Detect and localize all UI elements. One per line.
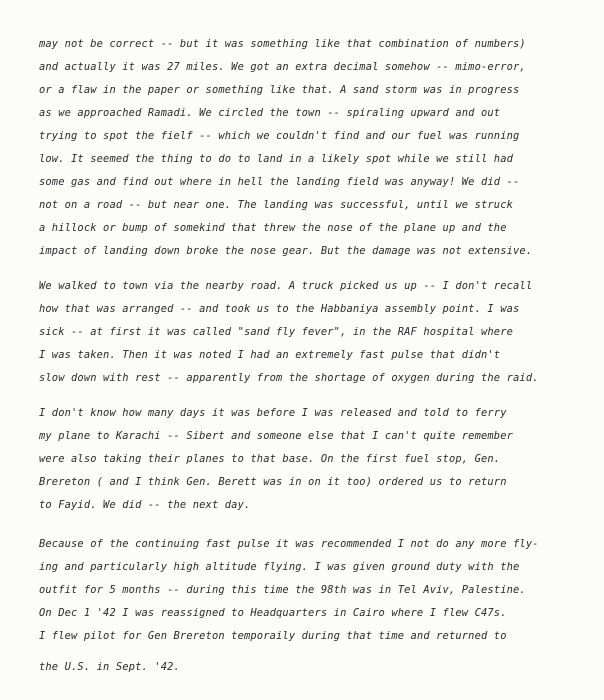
text-line: I was taken. Then it was noted I had an extremely fast pulse that didn't [39, 349, 501, 361]
text-line: Because of the continuing fast pulse it was recommended I not do any more fly- [39, 538, 539, 550]
text-line: some gas and find out where in hell the landing field was anyway! We did -- [39, 176, 520, 188]
text-line: outfit for 5 months -- during this time the 98th was in Tel Aviv, Palestine. [39, 584, 526, 596]
text-line: trying to spot the fielf -- which we couldn't find and our fuel was running [39, 130, 520, 142]
text-line: slow down with rest -- apparently from the shortage of oxygen during the raid. [39, 372, 539, 384]
text-line: as we approached Ramadi. We circled the town -- spiraling upward and out [39, 107, 501, 119]
text-line: the U.S. in Sept. '42. [39, 661, 180, 673]
text-line: or a flaw in the paper or something like that. A sand storm was in progress [39, 84, 520, 96]
text-line: I don't know how many days it was before I was released and told to ferry [39, 407, 507, 419]
text-line: We walked to town via the nearby road. A truck picked us up -- I don't recall [39, 280, 533, 292]
text-line: not on a road -- but near one. The landing was successful, until we struck [39, 199, 514, 211]
text-line: my plane to Karachi -- Sibert and someone else that I can't quite remember [39, 430, 514, 442]
text-line: to Fayid. We did -- the next day. [39, 499, 251, 511]
text-line: Brereton ( and I think Gen. Berett was in on it too) ordered us to return [39, 476, 507, 488]
text-line: sick -- at first it was called "sand fly fever", in the RAF hospital where [39, 326, 514, 338]
text-line: On Dec 1 '42 I was reassigned to Headquarters in Cairo where I flew C47s. [39, 607, 507, 619]
text-line: may not be correct -- but it was something like that combination of numbers) [39, 38, 526, 50]
text-line: I flew pilot for Gen Brereton temporaily during that time and returned to [39, 630, 507, 642]
text-line: how that was arranged -- and took us to the Habbaniya assembly point. I was [39, 303, 520, 315]
text-line: low. It seemed the thing to do to land in a likely spot while we still had [39, 153, 514, 165]
text-line: impact of landing down broke the nose gear. But the damage was not extensive. [39, 245, 533, 257]
text-line: a hillock or bump of somekind that threw the nose of the plane up and the [39, 222, 507, 234]
text-line: and actually it was 27 miles. We got an extra decimal somehow -- mimo-error, [39, 61, 526, 73]
text-line: ing and particularly high altitude flying. I was given ground duty with the [39, 561, 520, 573]
text-line: were also taking their planes to that base. On the first fuel stop, Gen. [39, 453, 501, 465]
